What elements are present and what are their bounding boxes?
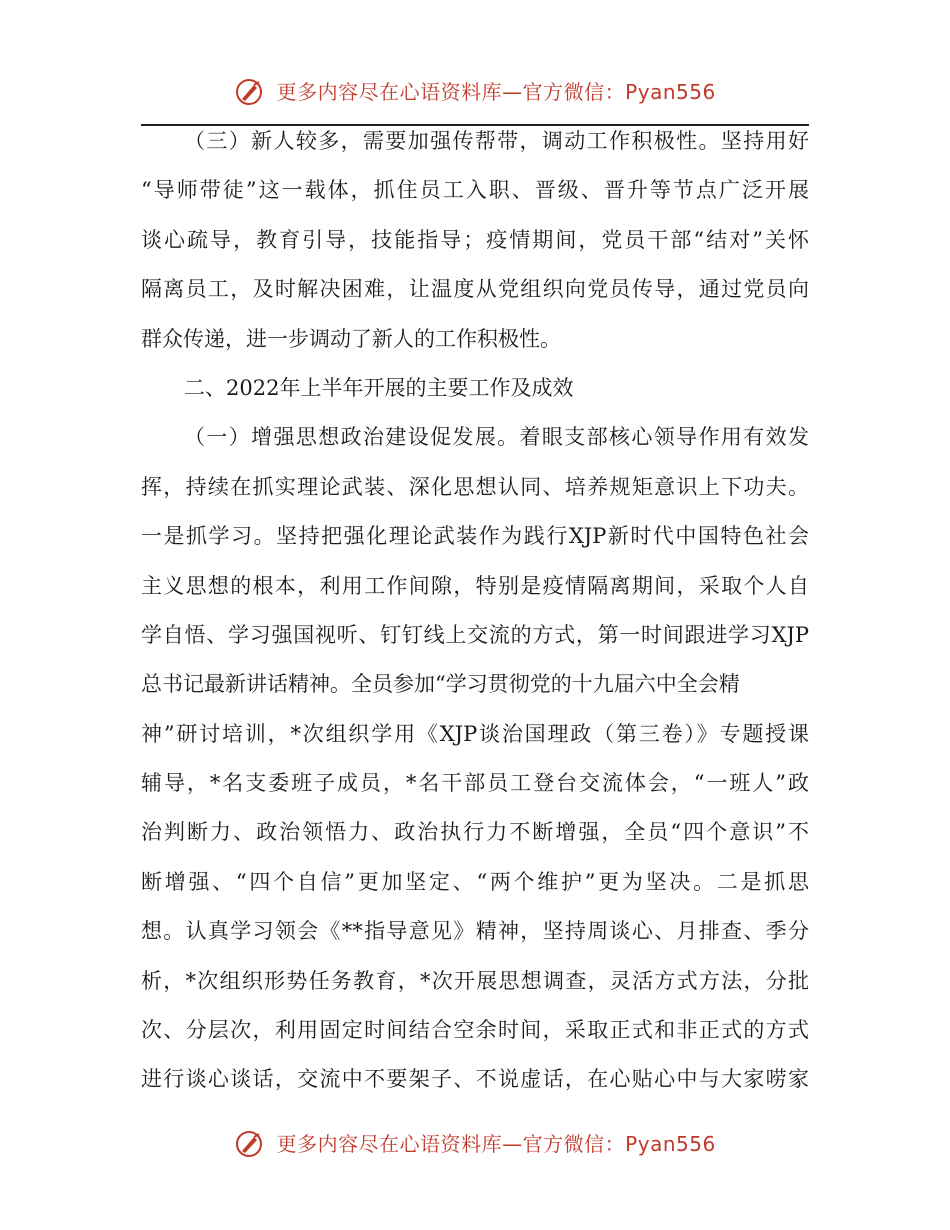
text-line: 学自悟、学习强国视听、钉钉线上交流的方式，第一时间跟进学习XJP [141, 622, 809, 647]
text-line: 隔离员工，及时解决困难，让温度从党组织向党员传导，通过党员向 [141, 277, 809, 302]
text-line: 挥，持续在抓实理论武装、深化思想认同、培养规矩意识上下功夫。 [141, 474, 809, 499]
text-line: 群众传递，进一步调动了新人的工作积极性。 [141, 326, 561, 351]
text-line: 主义思想的根本，利用工作间隙，特别是疫情隔离期间，采取个人自 [141, 573, 809, 598]
text-line: 治判断力、政治领悟力、政治执行力不断增强，全员“四个意识”不 [141, 820, 809, 845]
document-body [141, 117, 809, 1105]
text-line: 辅导，*名支委班子成员，*名干部员工登台交流体会，“一班人”政 [141, 771, 809, 796]
text-line: 总书记最新讲话精神。全员参加“学习贯彻党的十九届六中全会精 [141, 672, 740, 697]
text-line: 断增强、“四个自信”更加坚定、“两个维护”更为坚决。二是抓思 [141, 869, 809, 894]
text-line: （一）增强思想政治建设促发展。着眼支部核心领导作用有效发 [184, 425, 809, 450]
text-line: 想。认真学习领会《**指导意见》精神，坚持周谈心、月排查、季分 [141, 919, 809, 944]
text-line: （三）新人较多，需要加强传帮带，调动工作积极性。坚持用好 [184, 129, 809, 153]
watermark-text: 更多内容尽在心语资料库—官方微信：Pyan556 [276, 79, 716, 104]
text-line: 析，*次组织形势任务教育，*次开展思想调查，灵活方式方法，分批 [141, 968, 809, 993]
text-line: 神”研讨培训，*次组织学用《XJP谈治国理政（第三卷）》专题授课 [141, 721, 809, 746]
text-line: 谈心疏导，教育引导，技能指导；疫情期间，党员干部“结对”关怀 [141, 227, 809, 252]
watermark-header [0, 70, 950, 110]
quill-logo-icon [234, 77, 264, 107]
text-line: 二、2022年上半年开展的主要工作及成效 [184, 375, 574, 400]
text-line: “导师带徒”这一载体，抓住员工入职、晋级、晋升等节点广泛开展 [141, 178, 809, 203]
quill-logo-icon [234, 1129, 264, 1159]
watermark-text: 更多内容尽在心语资料库—官方微信：Pyan556 [276, 1131, 716, 1156]
text-line: 次、分层次，利用固定时间结合空余时间，采取正式和非正式的方式 [141, 1018, 809, 1043]
text-line: 一是抓学习。坚持把强化理论武装作为践行XJP新时代中国特色社会 [141, 524, 809, 549]
text-line: 进行谈心谈话，交流中不要架子、不说虚话，在心贴心中与大家唠家 [141, 1067, 809, 1092]
watermark-footer [0, 1122, 950, 1162]
